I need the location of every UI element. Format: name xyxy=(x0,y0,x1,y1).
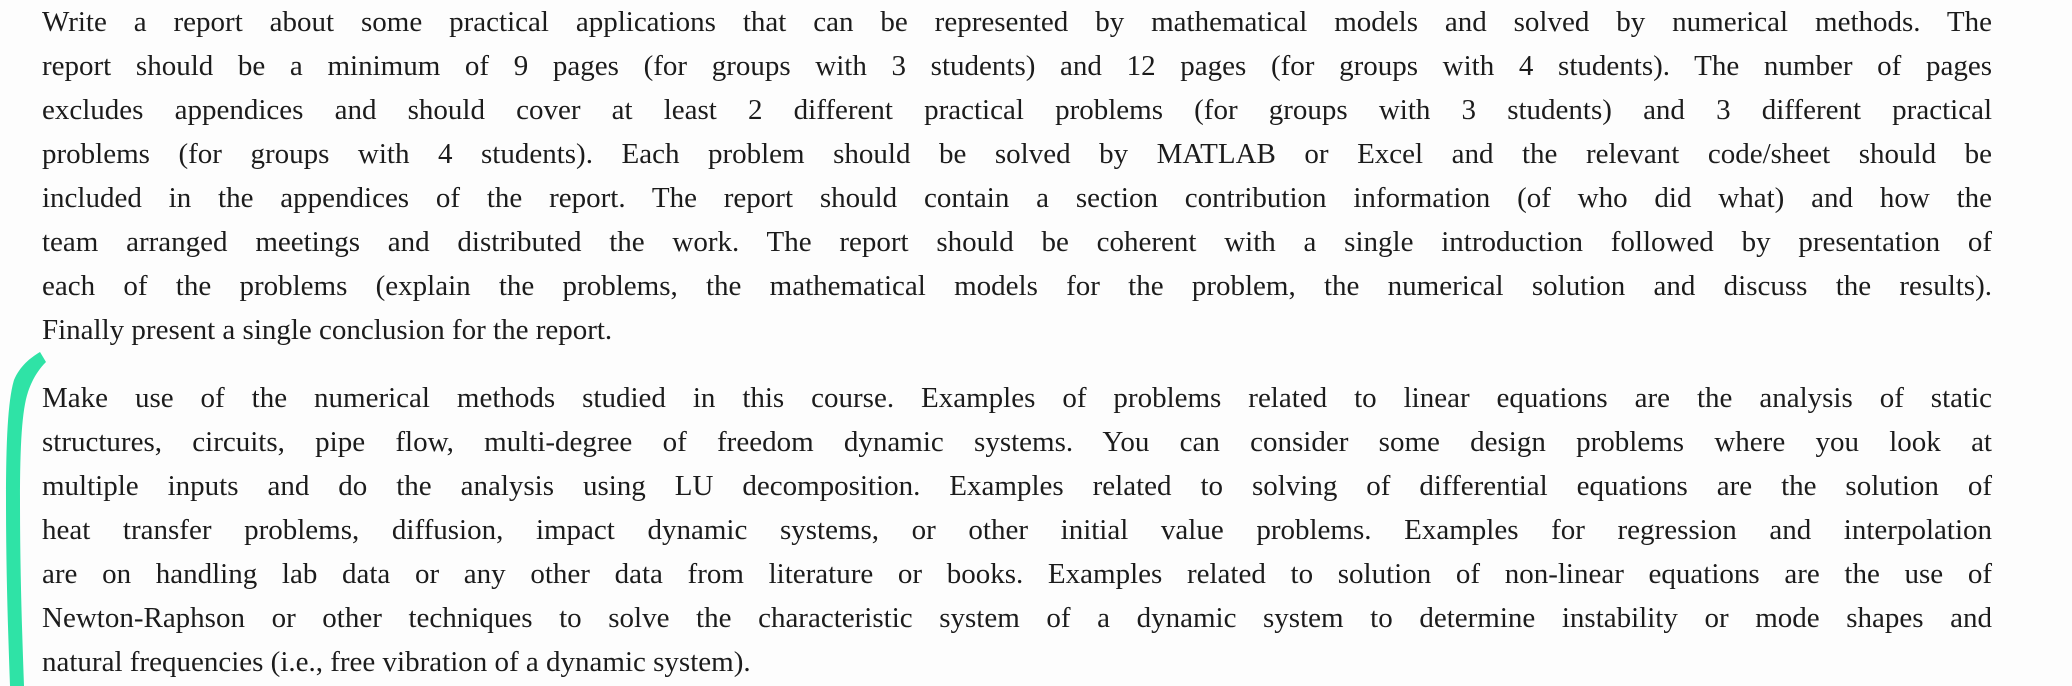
paragraph-numerical-methods-examples xyxy=(42,376,1992,684)
text-line: report should be a minimum of 9 pages (for groups with 3 students) and 12 pages (for groups with 4 students). The number of pages xyxy=(42,50,1992,82)
text-line: multiple inputs and do the analysis using LU decomposition. Examples related to solving of differential equations are the solution of xyxy=(42,470,1992,502)
text-line: Finally present a single conclusion for the report. xyxy=(42,314,613,346)
text-line: heat transfer problems, diffusion, impact dynamic systems, or other initial value problems. Examples for regression and interpolation xyxy=(42,514,1992,546)
text-line: included in the appendices of the report. The report should contain a section contribution information (of who did what) and how the xyxy=(42,182,1992,214)
paragraph-report-instructions xyxy=(42,0,1992,352)
text-line: Newton-Raphson or other techniques to solve the characteristic system of a dynamic system to determine instability or mode shapes and xyxy=(42,602,1992,634)
highlighter-stroke-path xyxy=(6,352,46,686)
text-line: problems (for groups with 4 students). Each problem should be solved by MATLAB or Excel and the relevant code/sheet should be xyxy=(42,138,1992,170)
text-line: excludes appendices and should cover at least 2 different practical problems (for groups with 3 students) and 3 different practical xyxy=(42,94,1992,126)
text-line: Make use of the numerical methods studied in this course. Examples of problems related to linear equations are the analysis of static xyxy=(42,382,1992,414)
text-line: are on handling lab data or any other data from literature or books. Examples related to solution of non-linear equations are the use of xyxy=(42,558,1992,590)
text-line: natural frequencies (i.e., free vibration of a dynamic system). xyxy=(42,646,751,678)
text-line: Write a report about some practical applications that can be represented by mathematical models and solved by numerical methods. The xyxy=(42,6,1992,38)
text-line: each of the problems (explain the problems, the mathematical models for the problem, the numerical solution and discuss the results). xyxy=(42,270,1992,302)
text-line: team arranged meetings and distributed the work. The report should be coherent with a single introduction followed by presentation of xyxy=(42,226,1992,258)
text-line: structures, circuits, pipe flow, multi-degree of freedom dynamic systems. You can consider some design problems where you look at xyxy=(42,426,1992,458)
